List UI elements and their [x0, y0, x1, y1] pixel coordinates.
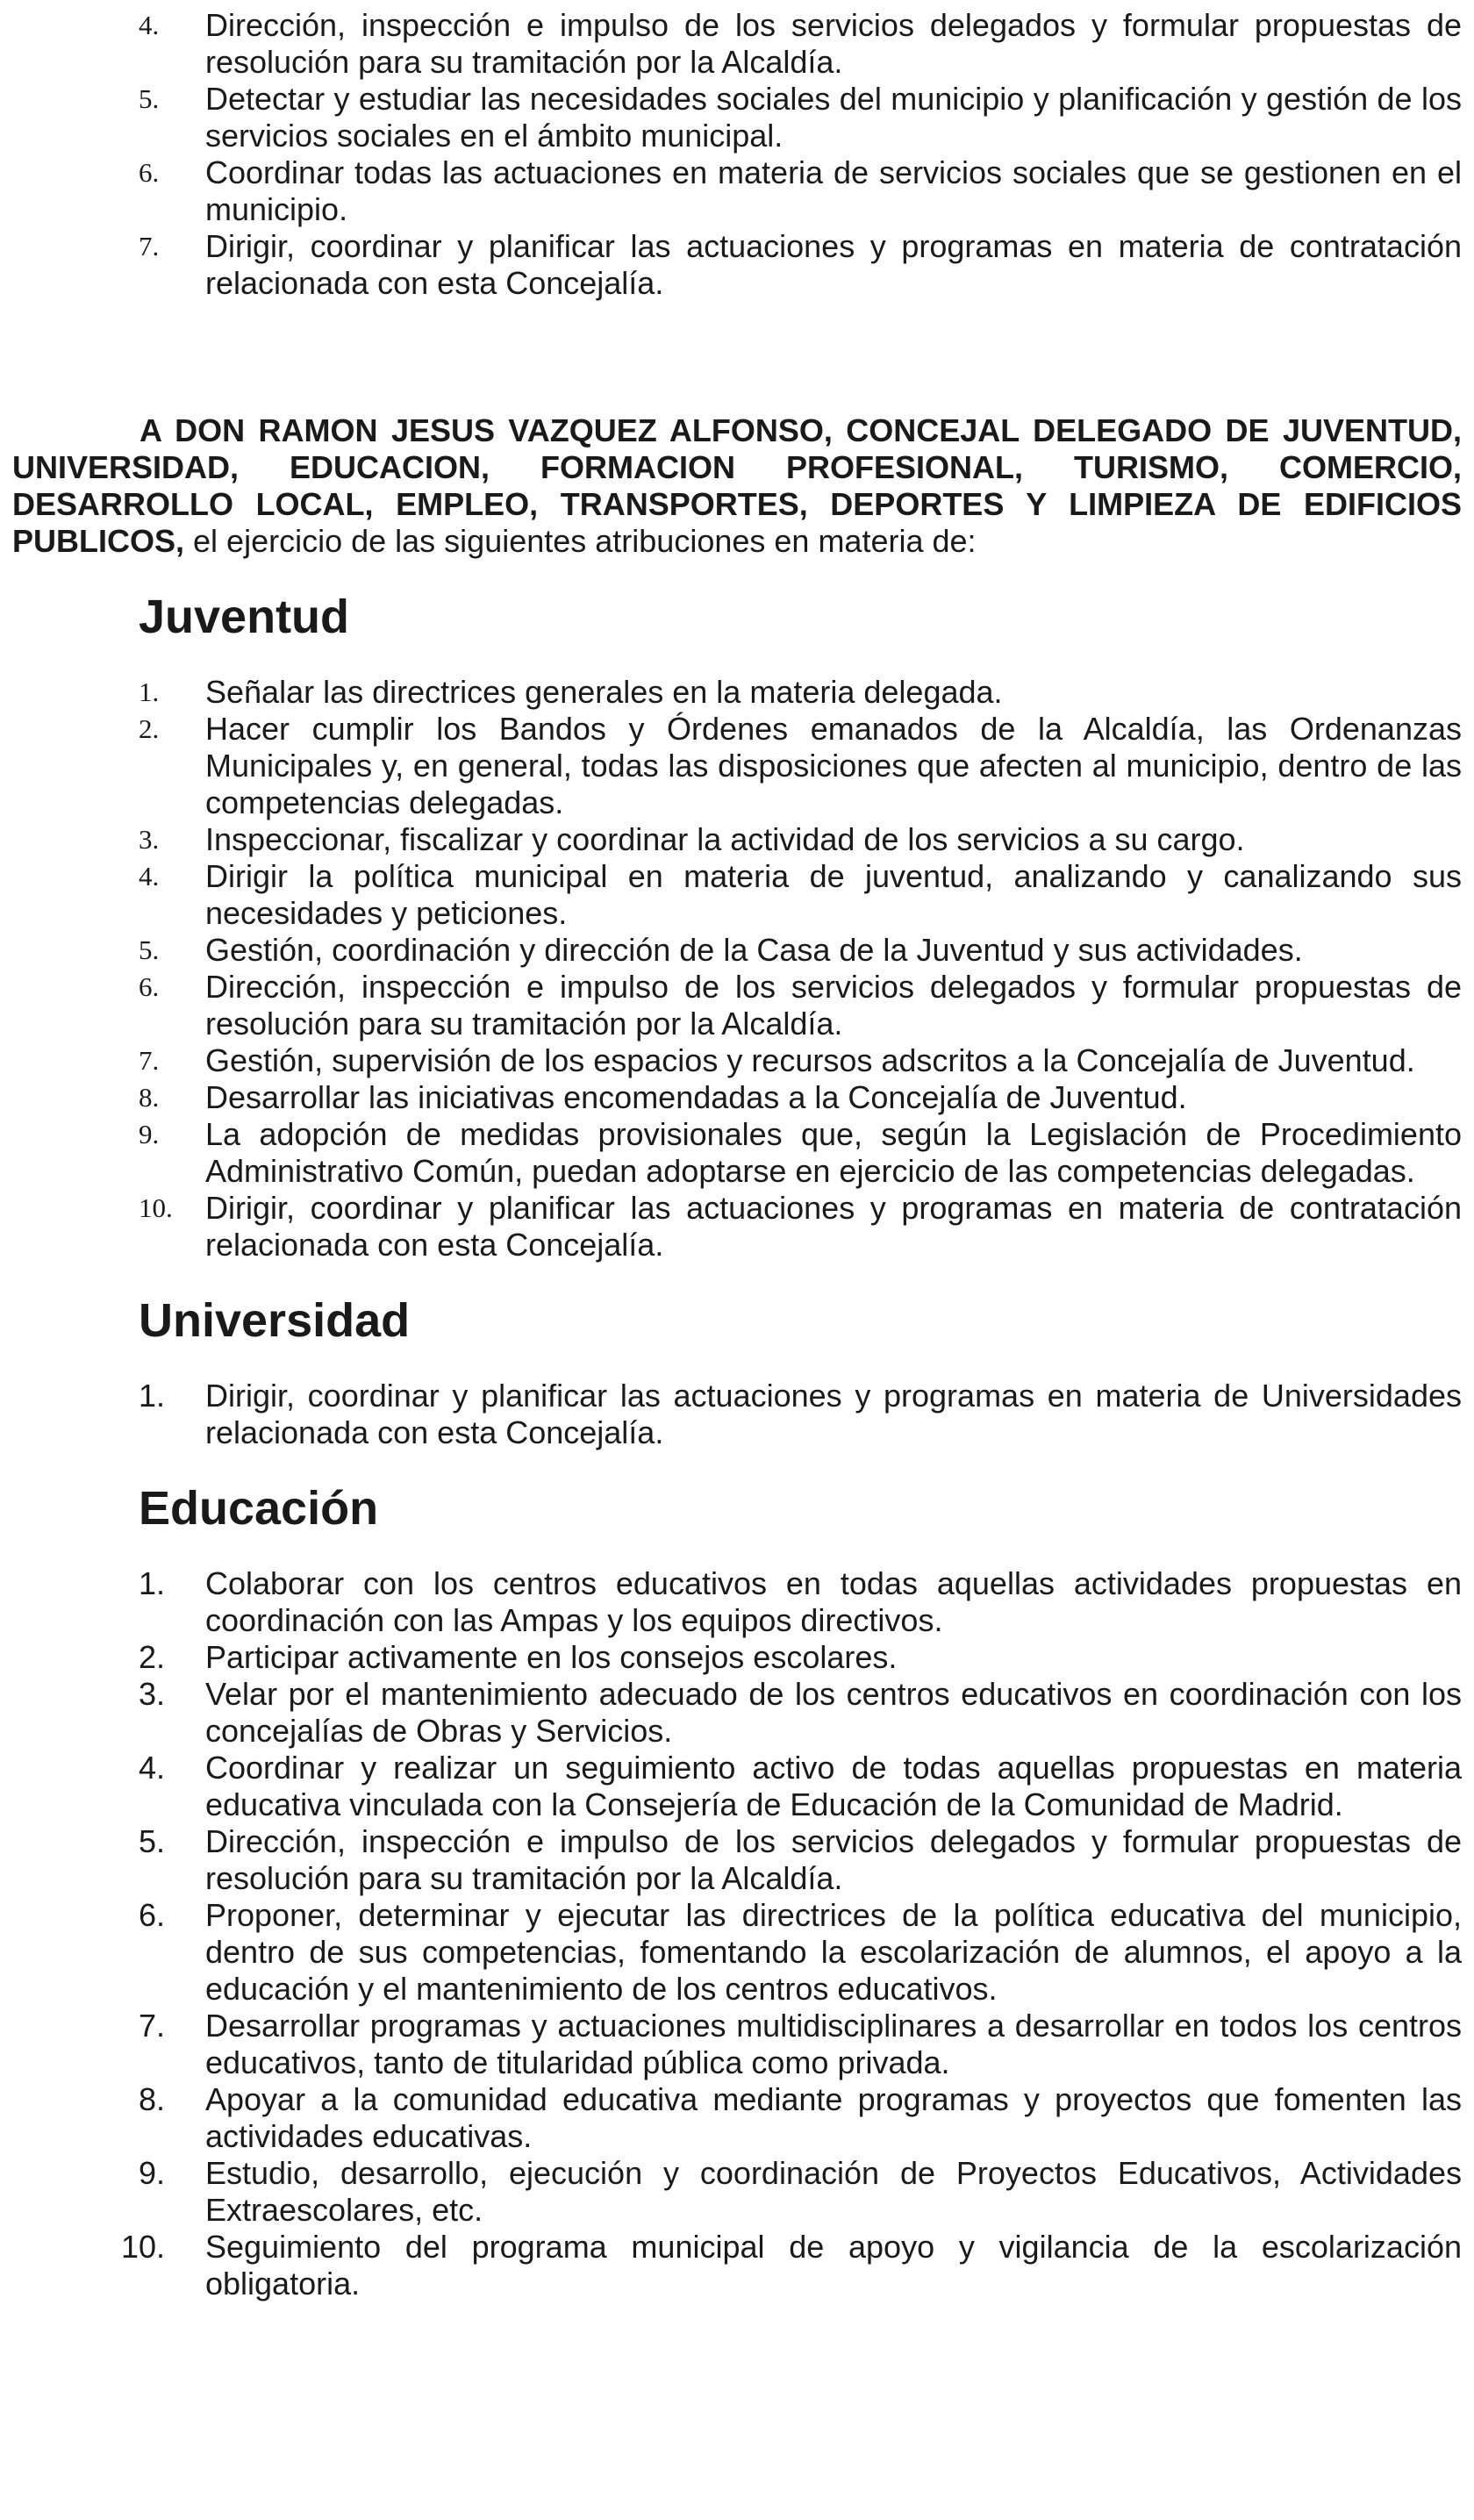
item-number: 8. — [139, 1082, 160, 1113]
item-text: Desarrollar programas y actuaciones multidisciplinares a desarrollar en todos los centros educativos, tanto de titularidad pública como privada. — [205, 2008, 1462, 2080]
delegation-bold: A DON RAMON JESUS VAZQUEZ ALFONSO, CONCEJAL DELEGADO DE JUVENTUD, UNIVERSIDAD, EDUCACION, FORMACION PROFESIONAL, TURISMO, COMERCIO, DESARROLLO LOCAL, EMPLEO, TRANSPORTES, DEPORTES Y LIMPIEZA DE EDIFICIOS PUBLICOS, — [12, 412, 1462, 559]
item-number: 1. — [139, 1565, 166, 1601]
educacion-list — [12, 1565, 1462, 2302]
item-text: La adopción de medidas provisionales que, según la Legislación de Procedimiento Administrativo Común, puedan adoptarse en ejercicio de las competencias delegadas. — [205, 1116, 1462, 1189]
item-number: 1. — [139, 677, 160, 707]
juventud-list — [12, 674, 1462, 1264]
list-item — [12, 2229, 1462, 2302]
item-number: 1. — [139, 1378, 166, 1414]
item-text: Señalar las directrices generales en la materia delegada. — [205, 674, 1003, 710]
item-number: 5. — [139, 83, 160, 114]
item-number: 6. — [139, 971, 160, 1002]
item-number: 4. — [139, 1750, 166, 1786]
item-number: 7. — [139, 231, 160, 261]
item-text: Detectar y estudiar las necesidades sociales del municipio y planificación y gestión de los servicios sociales en el ámbito municipal. — [205, 81, 1462, 154]
item-text: Dirección, inspección e impulso de los servicios delegados y formular propuestas de resolución para su tramitación por la Alcaldía. — [205, 7, 1462, 80]
item-number: 3. — [139, 824, 160, 855]
item-number: 7. — [139, 2008, 166, 2044]
list-item — [12, 1190, 1462, 1264]
list-item — [12, 81, 1462, 154]
list-item — [12, 1676, 1462, 1750]
list-item — [12, 1565, 1462, 1639]
list-item — [12, 674, 1462, 711]
item-number: 5. — [139, 934, 160, 965]
list-item — [12, 932, 1462, 969]
item-text: Inspeccionar, fiscalizar y coordinar la actividad de los servicios a su cargo. — [205, 821, 1245, 857]
item-number: 9. — [139, 1119, 160, 1149]
list-item — [12, 2155, 1462, 2229]
item-number: 10. — [121, 2229, 166, 2265]
item-number: 7. — [139, 1045, 160, 1076]
item-number: 2. — [139, 713, 160, 744]
item-number: 6. — [139, 1897, 166, 1933]
item-text: Colaborar con los centros educativos en todas aquellas actividades propuestas en coordinación con las Ampas y los equipos directivos. — [205, 1565, 1462, 1638]
list-item — [12, 1639, 1462, 1676]
item-text: Dirigir, coordinar y planificar las actuaciones y programas en materia de contratación relacionada con esta Concejalía. — [205, 228, 1462, 301]
list-item — [12, 1079, 1462, 1116]
list-item — [12, 7, 1462, 81]
item-text: Dirigir, coordinar y planificar las actuaciones y programas en materia de Universidades relacionada con esta Concejalía. — [205, 1378, 1462, 1450]
item-number: 8. — [139, 2081, 166, 2117]
item-number: 5. — [139, 1823, 166, 1859]
item-text: Gestión, supervisión de los espacios y recursos adscritos a la Concejalía de Juventud. — [205, 1042, 1415, 1078]
top-list — [12, 7, 1462, 302]
item-text: Velar por el mantenimiento adecuado de los centros educativos en coordinación con los concejalías de Obras y Servicios. — [205, 1676, 1462, 1749]
document-page — [12, 7, 1462, 2302]
item-number: 10. — [139, 1192, 173, 1223]
item-text: Gestión, coordinación y dirección de la Casa de la Juventud y sus actividades. — [205, 932, 1303, 968]
universidad-list — [12, 1378, 1462, 1451]
list-item — [12, 2081, 1462, 2155]
item-text: Participar activamente en los consejos escolares. — [205, 1639, 898, 1675]
list-item — [12, 1823, 1462, 1897]
list-item — [12, 821, 1462, 858]
list-item — [12, 1897, 1462, 2008]
item-text: Proponer, determinar y ejecutar las directrices de la política educativa del municipio, dentro de sus competencias, fomentando la escolarización de alumnos, el apoyo a la educación y el mantenimiento de los centros educativos. — [205, 1897, 1462, 2007]
item-text: Seguimiento del programa municipal de apoyo y vigilancia de la escolarización obligatoria. — [205, 2229, 1462, 2302]
list-item — [12, 2008, 1462, 2081]
list-item — [12, 969, 1462, 1042]
delegation-paragraph — [12, 412, 1462, 560]
item-number: 3. — [139, 1676, 166, 1712]
list-item — [12, 1378, 1462, 1451]
list-item — [12, 154, 1462, 228]
item-text: Desarrollar las iniciativas encomendadas a la Concejalía de Juventud. — [205, 1079, 1187, 1115]
item-number: 4. — [139, 10, 160, 40]
section-title-educacion: Educación — [139, 1482, 379, 1535]
item-number: 9. — [139, 2155, 166, 2191]
item-text: Apoyar a la comunidad educativa mediante programas y proyectos que fomenten las actividades educativas. — [205, 2081, 1462, 2154]
delegation-rest: el ejercicio de las siguientes atribuciones en materia de: — [193, 523, 977, 559]
section-title-juventud: Juventud — [139, 591, 350, 643]
item-text: Dirigir, coordinar y planificar las actuaciones y programas en materia de contratación relacionada con esta Concejalía. — [205, 1190, 1462, 1263]
list-item — [12, 1750, 1462, 1823]
section-title-universidad: Universidad — [139, 1294, 411, 1347]
item-number: 2. — [139, 1639, 166, 1675]
item-text: Coordinar todas las actuaciones en materia de servicios sociales que se gestionen en el municipio. — [205, 154, 1462, 227]
list-item — [12, 228, 1462, 302]
list-item — [12, 1116, 1462, 1190]
item-number: 4. — [139, 861, 160, 891]
item-text: Coordinar y realizar un seguimiento activo de todas aquellas propuestas en materia educativa vinculada con la Consejería de Educación de la Comunidad de Madrid. — [205, 1750, 1462, 1822]
item-text: Dirigir la política municipal en materia de juventud, analizando y canalizando sus necesidades y peticiones. — [205, 858, 1462, 931]
item-number: 6. — [139, 157, 160, 188]
item-text: Hacer cumplir los Bandos y Órdenes emanados de la Alcaldía, las Ordenanzas Municipales y, en general, todas las disposiciones que afecten al municipio, dentro de las competencias delegadas. — [205, 711, 1462, 820]
item-text: Dirección, inspección e impulso de los servicios delegados y formular propuestas de resolución para su tramitación por la Alcaldía. — [205, 969, 1462, 1042]
item-text: Estudio, desarrollo, ejecución y coordinación de Proyectos Educativos, Actividades Extraescolares, etc. — [205, 2155, 1462, 2228]
item-text: Dirección, inspección e impulso de los servicios delegados y formular propuestas de resolución para su tramitación por la Alcaldía. — [205, 1823, 1462, 1896]
list-item — [12, 858, 1462, 932]
list-item — [12, 1042, 1462, 1079]
list-item — [12, 711, 1462, 821]
